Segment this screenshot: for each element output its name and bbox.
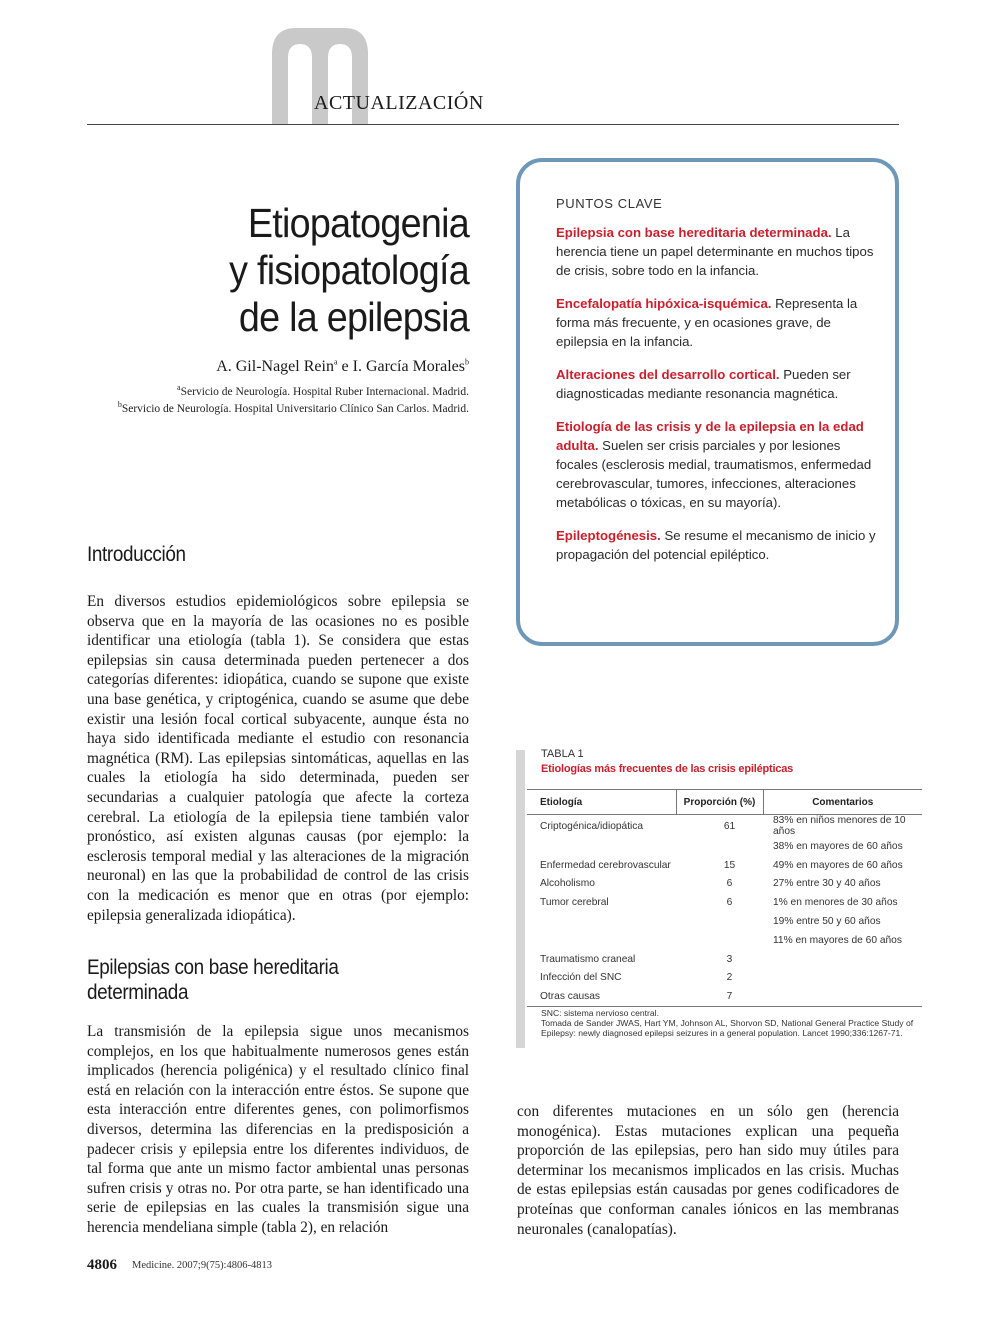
- table-row: Tumor cerebral 6 1% en menores de 30 años: [540, 897, 898, 909]
- intro-heading: Introducción: [87, 543, 186, 566]
- right-column-paragraph: con diferentes mutaciones en un sólo gen (herencia monogénica). Estas mutaciones explican una pequeña proporción de las epilepsias, pero han sido muy útiles para determinar los mecanismos implicados en las crisis. Muchas de estas epilepsias están causadas por genes codificadores de proteínas que conforman canales iónicos en las membranas neuronales (canalopatías).: [517, 1103, 899, 1238]
- key-point: Etiología de las crisis y de la epilepsia en la edad adulta. Suelen ser crisis parciales y por lesiones focales (esclerosis medial, traumatismos, enfermedad cerebrovascular, tumores, infecciones, alteraciones metabólicas o tóxicas, en su mayoría).: [556, 419, 872, 510]
- intro-paragraph: En diversos estudios epidemiológicos sobre epilepsia se observa que en la mayoría de las ocasiones no es posible identificar una etiología (tabla 1). Se considera que estas epilepsias sin causa determinada pueden pertenecer a dos categorías diferentes: idiopática, cuando se supone que existe una base genética, y criptogénica, cuando se asume que debe existir una lesión focal cortical subyacente, aunque ésta no haya sido identificada mediante el estudio con resonancia magnética (RM). Las epilepsias sintomáticas, aquellas en las cuales la etiología ha sido determinada, pueden ser secundarias a cualquier patología que afecte la corteza cerebral. La etiología de la epilepsia tiene también valor pronóstico, así existen algunas causas (por ejemplo: la esclerosis temporal medial y las alteraciones de la migración neuronal) en las que la probabilidad de control de las crisis con la medicación es menor que en otras (por ejemplo: epilepsia generalizada idiopática).: [87, 593, 469, 924]
- key-point: Alteraciones del desarrollo cortical. Pueden ser diagnosticadas mediante resonancia magnética.: [556, 367, 851, 401]
- journal-citation: Medicine. 2007;9(75):4806-4813: [132, 1260, 272, 1271]
- page-number: 4806: [87, 1257, 117, 1273]
- etiology-table: [527, 789, 922, 1007]
- table-note-abbrev: SNC: sistema nervioso central.: [541, 1008, 659, 1018]
- table-notes: [541, 1008, 921, 1038]
- table-row: 11% en mayores de 60 años: [773, 934, 902, 946]
- table-side-bar: [516, 750, 525, 1048]
- affiliation-a: $^a$Servicio de Neurología. Hospital Ruber Internacional. Madrid.: [177, 383, 469, 398]
- affiliation-b: $^b$Servicio de Neurología. Hospital Universitario Clínico San Carlos. Madrid.: [117, 400, 469, 415]
- title-line-1: Etiopatogenia: [247, 200, 469, 246]
- article-title: [101, 200, 469, 341]
- title-line-2: y fisiopatología: [229, 247, 469, 293]
- key-point: Encefalopatía hipóxica-isquémica. Representa la forma más frecuente, y en ocasiones grave, de epilepsia en la infancia.: [556, 296, 858, 349]
- table-row: Alcoholismo 6 27% entre 30 y 40 años: [540, 878, 881, 890]
- key-points-box: [516, 158, 899, 646]
- table-row: Traumatismo craneal 3: [540, 953, 733, 965]
- table-header-proporcion: Proporción (%): [676, 790, 763, 815]
- table-row: Infección del SNC 2: [540, 972, 733, 984]
- authors: A. Gil-Nagel Rein$^a$ e I. García Morales$^b$: [216, 357, 469, 375]
- table-row: Otras causas 7: [527, 987, 922, 1006]
- table-header-etiologia: Etiología: [527, 790, 676, 815]
- table-caption: Etiologías más frecuentes de las crisis epilépticas: [541, 763, 794, 775]
- table-row: 19% entre 50 y 60 años: [773, 916, 881, 928]
- table-row: Enfermedad cerebrovascular 15 49% en mayores de 60 años: [540, 859, 903, 871]
- table-header-comentarios: Comentarios: [763, 790, 922, 815]
- table-row: Criptogénica/idiopática 61 83% en niños menores de 10 años: [540, 815, 906, 837]
- author-2: I. García Morales: [352, 358, 465, 375]
- hereditary-heading: Epilepsias con base hereditaria determinada: [87, 956, 339, 1004]
- table-label: TABLA 1: [541, 748, 584, 760]
- header-divider: [87, 124, 899, 125]
- key-point: Epilepsia con base hereditaria determinada. La herencia tiene un papel determinante en muchos tipos de crisis, sobre todo en la infancia.: [556, 225, 874, 278]
- title-line-3: de la epilepsia: [238, 294, 469, 340]
- key-points-title: PUNTOS CLAVE: [556, 196, 663, 211]
- table-note-source: Tomada de Sander JWAS, Hart YM, Johnson AL, Shorvon SD, National General Practice Study of Epilepsy: newly diagnosed epilepsi seizures in a general population. Lancet 1990;336:1267-71.: [541, 1018, 914, 1038]
- section-label: ACTUALIZACIÓN: [314, 92, 484, 114]
- key-point: Epileptogénesis. Se resume el mecanismo de inicio y propagación del potencial epiléptico.: [556, 528, 876, 562]
- hereditary-paragraph: La transmisión de la epilepsia sigue unos mecanismos complejos, en los que habitualmente numerosos genes están implicados (herencia poligénica) y el resultado clínico final está en relación con la interacción entre éstos. Se supone que esta interacción entre diferentes genes, con polimorfismos diversos, determina las diferencias en la predisposición a padecer crisis y epilepsia entre los diferentes individuos, de tal forma que ante un mismo factor ambiental unas personas sufren crisis y otras no. Por otra parte, se han identificado una serie de epilepsias en las cuales la transmisión sigue una herencia mendeliana simple (tabla 2), en relación: [87, 1023, 469, 1236]
- table-row: 38% en mayores de 60 años: [773, 840, 903, 852]
- author-1: A. Gil-Nagel Rein: [216, 358, 334, 375]
